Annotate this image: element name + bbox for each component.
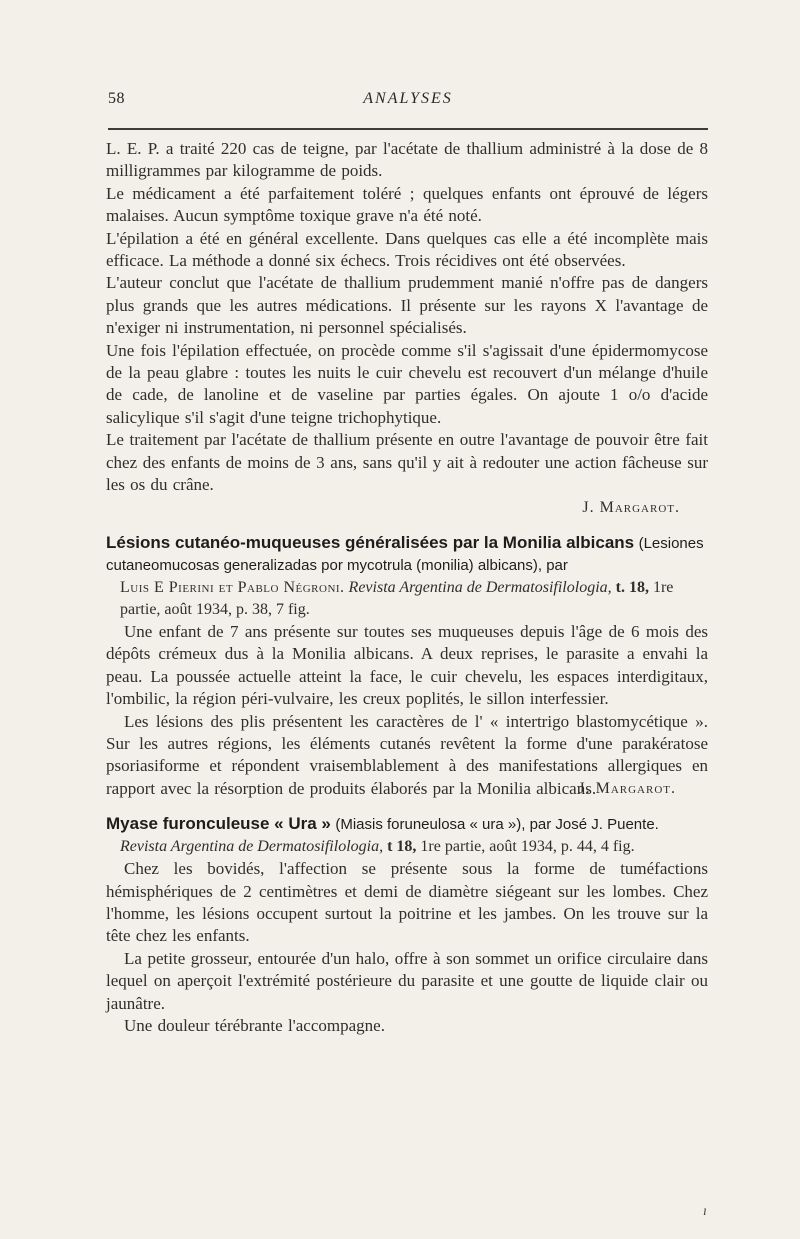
article-heading (106, 813, 708, 836)
journal-volume: t 18, (387, 838, 417, 856)
journal-name: Revista Argentina de Dermatosifilologia, (348, 578, 612, 596)
running-title: ANALYSES (363, 90, 453, 107)
article-subtitle: (Lesiones cutaneomucosas generalizadas por mycotrula (monilia) albicans), par (106, 534, 704, 574)
signature: J. Margarot. (578, 779, 676, 797)
paragraph: Une douleur térébrante l'accompagne. (124, 1016, 385, 1036)
paragraph: L. E. P. a traité 220 cas de teigne, par l'acétate de thallium administré à la dose de 8 milligrammes par kilogramme de poids. (106, 139, 708, 181)
header-rule (108, 128, 708, 130)
journal-details: 1re partie, août 1934, p. 44, 4 fig. (420, 838, 635, 856)
page-number: 58 (108, 90, 125, 107)
second-article (106, 532, 708, 800)
article-heading (106, 532, 708, 577)
article-citation (120, 577, 708, 621)
signature: J. Margarot. (582, 498, 680, 516)
third-article (106, 813, 708, 1037)
article-citation (120, 836, 708, 858)
paragraph: Une enfant de 7 ans présente sur toutes ses muqueuses depuis l'âge de 6 mois des dépôts crémeux dus à la Monilia albicans. A deux reprises, le parasite a envahi la peau. La poussée actuelle atteint la face, le cuir chevelu, les espaces interdigitaux, l'ombilic, la région péri-vulvaire, les creux poplités, le sillon interfessier. (106, 621, 708, 709)
page-header (108, 90, 708, 114)
first-article (106, 138, 708, 519)
paragraph: Une fois l'épilation effectuée, on procède comme s'il s'agissait d'une épidermomycose de la peau glabre : toutes les nuits le cuir chevelu est recouvert d'un mélange d'huile de cade, de lanoline et de vaseline par parties égales. On ajoute 1 o/o d'acide salicylique s'il s'agit d'une teigne trichophytique. (106, 340, 708, 427)
paragraph: Les lésions des plis présentent les caractères de l' « intertrigo blastomycétique ». Sur les autres régions, les éléments cutanés revêtent la forme d'une parakératose psoriasiforme et répondent vraisemblablement à des manifestations allergiques en rapport avec la résorption de produits élaborés par la Monilia albicans. (106, 711, 708, 798)
article-authors: Luis E Pierini et Pablo Négroni. (120, 578, 345, 596)
paragraph: Chez les bovidés, l'affection se présente sous la forme de tuméfactions hémisphériques de 2 centimètres et demi de diamètre siégeant sur les lombes. Chez l'homme, les lésions occupent surtout la poitrine et les jambes. On les trouve sur la tête chez les enfants. (106, 859, 708, 946)
paragraph: Le médicament a été parfaitement toléré ; quelques enfants ont éprouvé de légers malaises. Aucun symptôme toxique grave n'a été noté. (106, 183, 708, 226)
paragraph: La petite grosseur, entourée d'un halo, offre à son sommet un orifice circulaire dans lequel on aperçoit l'extrémité postérieure du parasite et une goutte de liquide clair ou jaunâtre. (106, 948, 708, 1013)
article-title: Myase furonculeuse « Ura » (106, 814, 331, 834)
page-content (106, 138, 708, 1037)
footer-mark: ı (703, 1204, 707, 1219)
journal-volume: t. 18, (615, 578, 649, 596)
paragraph: L'auteur conclut que l'acétate de thallium prudemment manié n'offre pas de dangers plus grands que les autres médications. Il présente sur les rayons X l'avantage de n'exiger ni instrumentation, ni personnel spécialisés. (106, 273, 708, 338)
paragraph: L'épilation a été en général excellente. Dans quelques cas elle a été incomplète mais efficace. La méthode a donné six échecs. Trois récidives ont été observées. (106, 228, 708, 271)
journal-name: Revista Argentina de Dermatosifilologia, (120, 838, 384, 856)
paragraph: Le traitement par l'acétate de thallium présente en outre l'avantage de pouvoir être fait chez des enfants de moins de 3 ans, sans qu'il y ait à redouter une action fâcheuse sur les os du crâne. (106, 430, 708, 495)
article-subtitle: (Miasis foruneulosa « ura »), par José J. Puente. (335, 816, 659, 834)
article-title: Lésions cutanéo-muqueuses généralisées par la Monilia albicans (106, 532, 635, 552)
journal-details: 1re partie, août 1934, p. 38, 7 fig. (120, 578, 674, 618)
